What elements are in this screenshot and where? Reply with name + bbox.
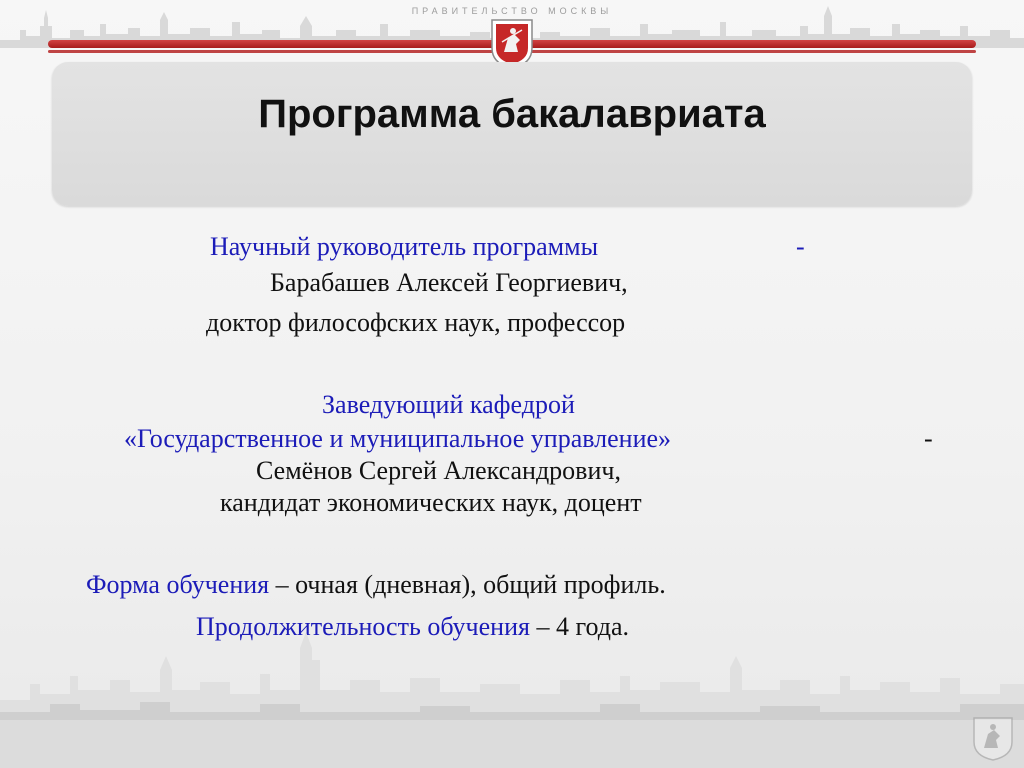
duration-value: – 4 года. [536,612,630,641]
supervisor-label: Научный руководитель программы [210,232,599,261]
study-form-label: Форма обучения [86,570,270,599]
bottom-skyline-decoration [0,620,1024,768]
head-name: Семёнов Сергей Александрович, [256,456,621,485]
department-name: «Государственное и муниципальное управление» [124,424,672,453]
head-label: Заведующий кафедрой [322,390,575,419]
page-title: Программа бакалавриата [258,92,766,136]
head-degree: кандидат экономических наук, доцент [220,488,642,517]
corner-coat-of-arms-icon [972,716,1014,762]
head-dash: - [924,424,933,453]
supervisor-name: Барабашев Алексей Георгиевич, [270,268,628,297]
supervisor-dash: - [796,232,805,261]
study-form-line [86,570,666,600]
duration-label: Продолжительность обучения [196,612,530,641]
supervisor-degree: доктор философских наук, профессор [206,308,626,337]
study-form-value: – очная (дневная), общий профиль. [275,570,666,599]
government-label: ПРАВИТЕЛЬСТВО МОСКВЫ [411,6,613,16]
